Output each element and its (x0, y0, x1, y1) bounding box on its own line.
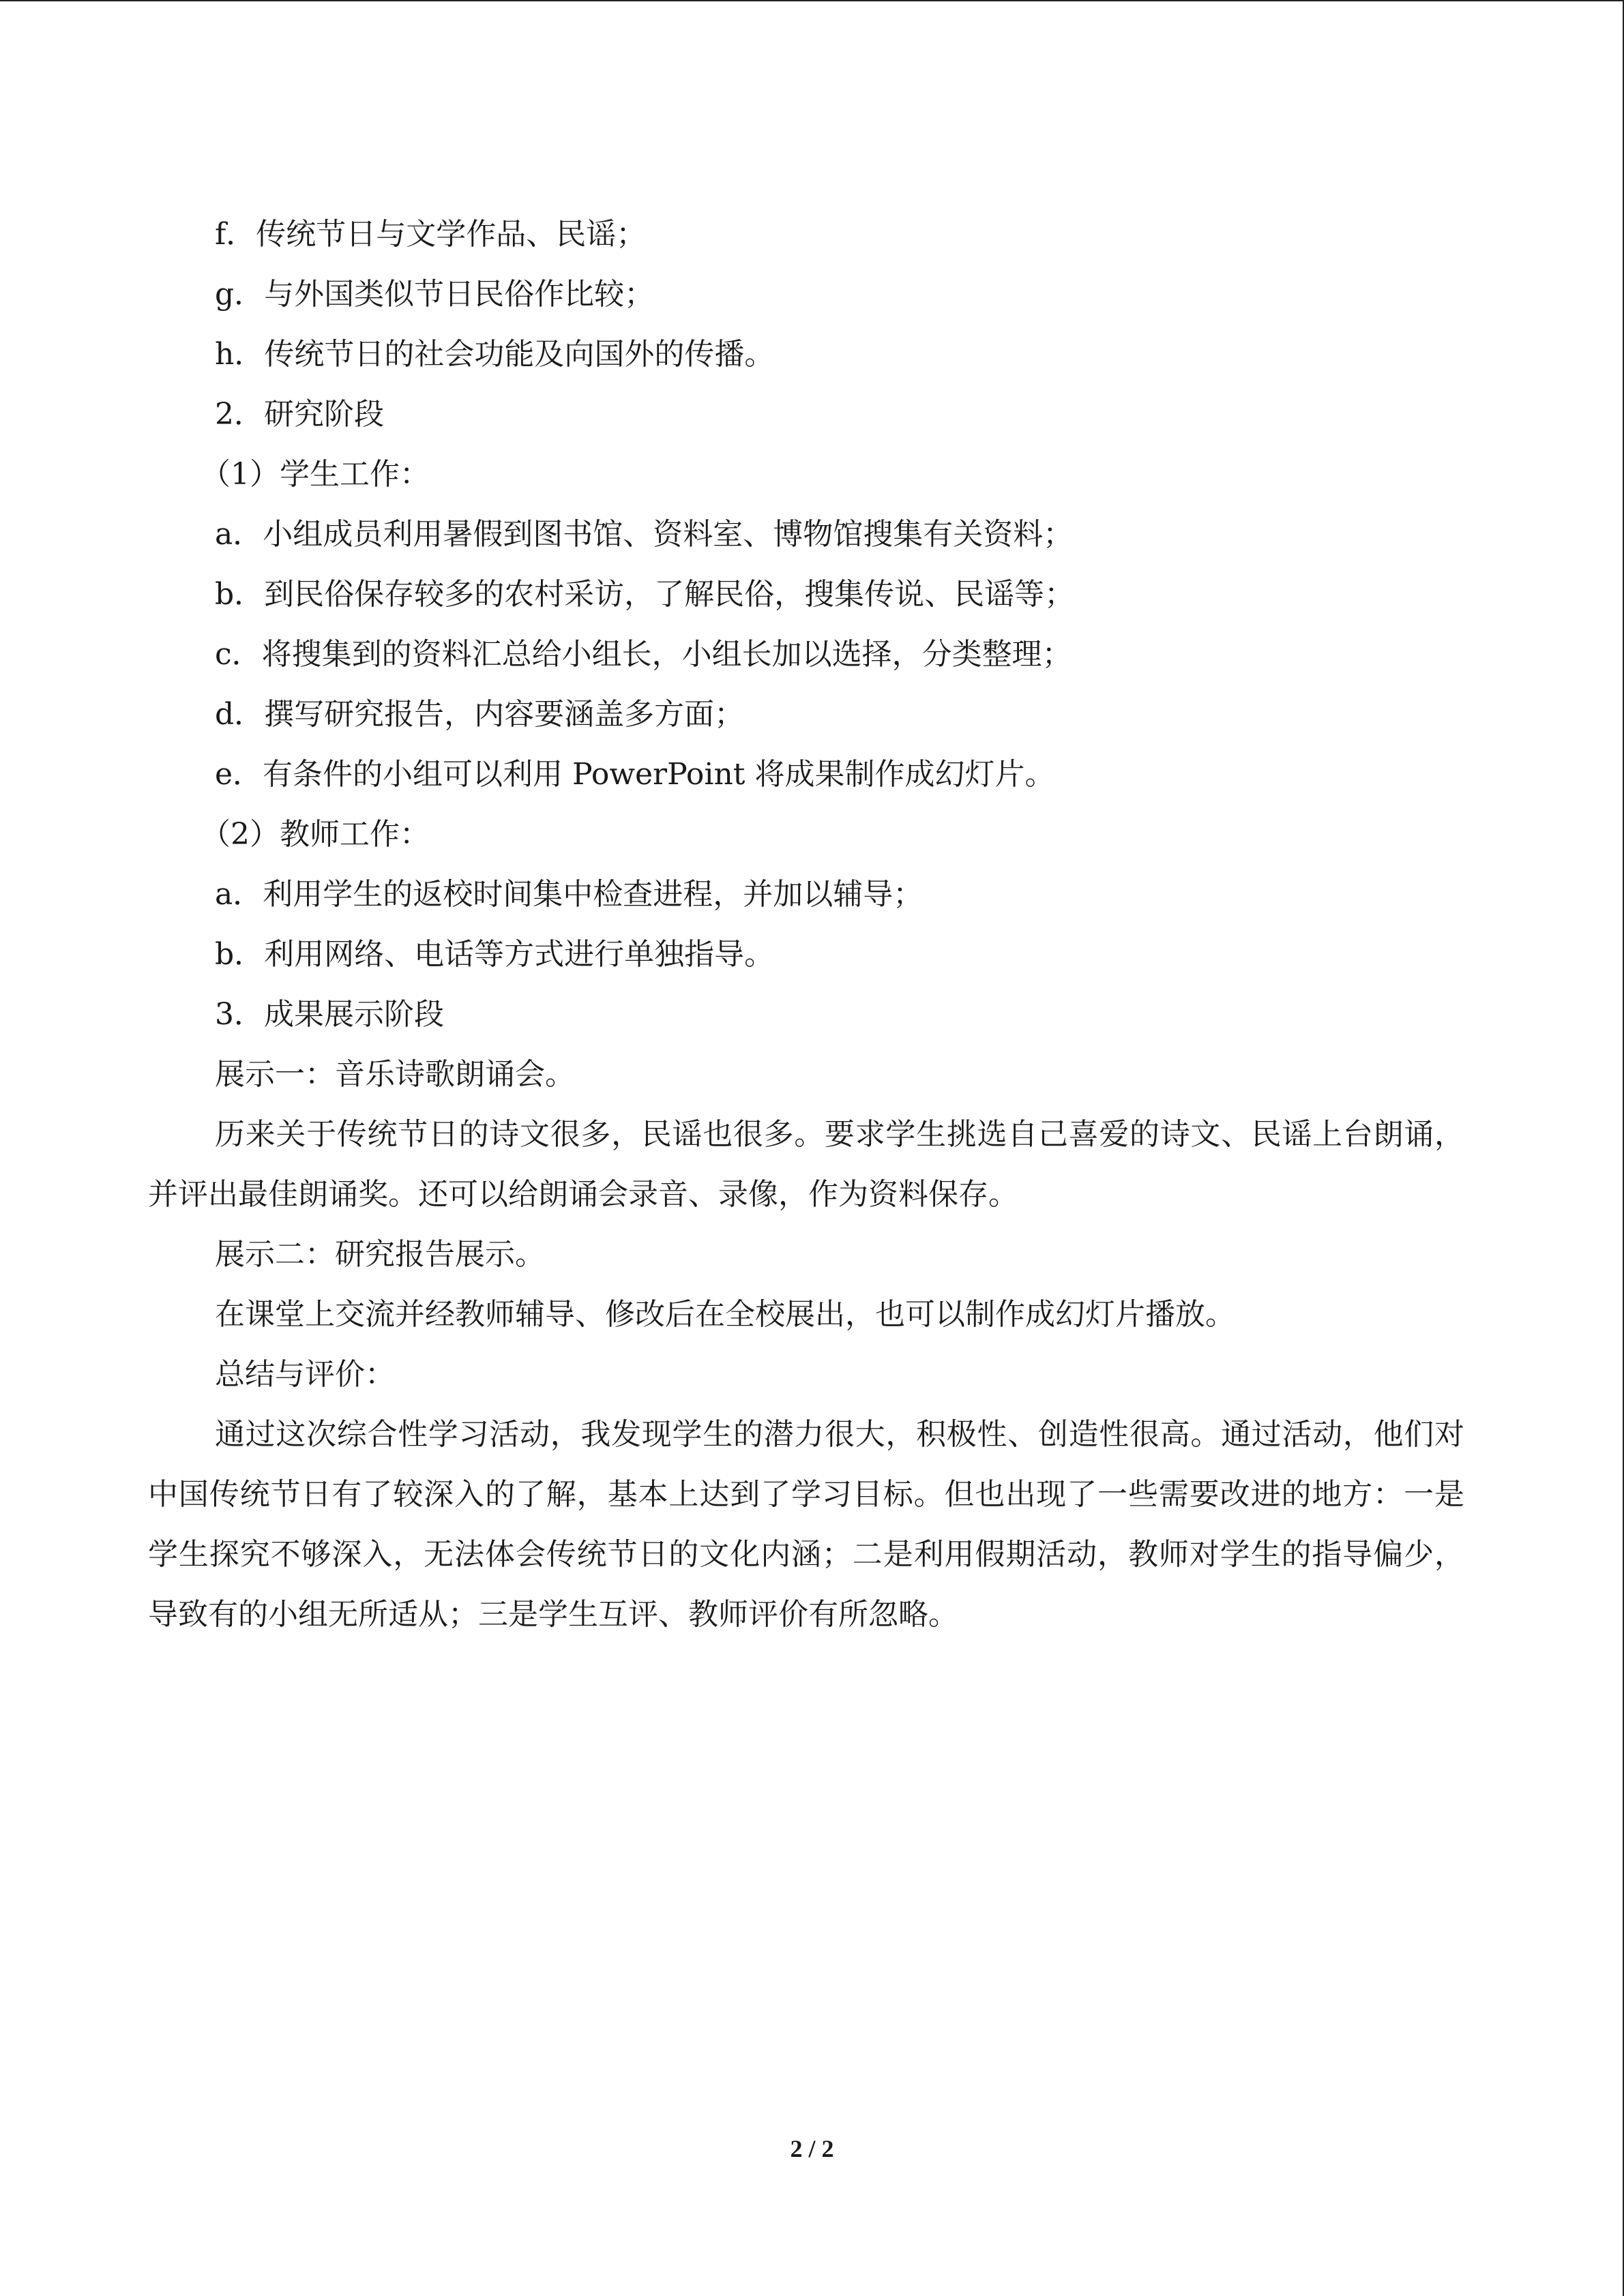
teacher-item-b: b．利用网络、电话等方式进行单独指导。 (215, 937, 775, 972)
subheading-teacher-work: （2）教师工作： (201, 817, 430, 852)
list-item-h: h．传统节日的社会功能及向国外的传播。 (215, 337, 775, 372)
student-item-e: e．有条件的小组可以利用 PowerPoint 将成果制作成幻灯片。 (215, 757, 1055, 792)
show-two-paragraph: 在课堂上交流并经教师辅导、修改后在全校展出，也可以制作成幻灯片播放。 (215, 1297, 1235, 1332)
section-heading-results-stage: 3．成果展示阶段 (215, 997, 444, 1032)
show-one-heading: 展示一：音乐诗歌朗诵会。 (215, 1057, 575, 1092)
summary-heading: 总结与评价： (215, 1357, 395, 1392)
section-heading-research-stage: 2．研究阶段 (215, 397, 384, 432)
student-item-d: d．撰写研究报告，内容要涵盖多方面； (215, 697, 745, 732)
subheading-student-work: （1）学生工作： (201, 457, 430, 492)
student-item-c: c．将搜集到的资料汇总给小组长，小组长加以选择，分类整理； (215, 637, 1072, 672)
student-item-a: a．小组成员利用暑假到图书馆、资料室、博物馆搜集有关资料； (215, 517, 1074, 552)
student-item-b: b．到民俗保存较多的农村采访，了解民俗，搜集传说、民谣等； (215, 577, 1075, 612)
list-item-f: f．传统节日与文学作品、民谣； (215, 217, 647, 252)
list-item-g: g．与外国类似节日民俗作比较； (215, 277, 655, 312)
teacher-item-a: a．利用学生的返校时间集中检查进程，并加以辅导； (215, 877, 924, 912)
show-one-paragraph: 历来关于传统节日的诗文很多，民谣也很多。要求学生挑选自己喜爱的诗文、民谣上台朗诵，并评出最佳朗诵奖。还可以给朗诵会录音、录像，作为资料保存。 (148, 1117, 1464, 1212)
page-number: 2 / 2 (790, 2135, 834, 2162)
document-body (148, 205, 1464, 1645)
show-two-heading: 展示二：研究报告展示。 (215, 1237, 545, 1272)
summary-paragraph: 通过这次综合性学习活动，我发现学生的潜力很大，积极性、创造性很高。通过活动，他们对中国传统节日有了较深入的了解，基本上达到了学习目标。但也出现了一些需要改进的地方：一是学生探究不够深入，无法体会传统节日的文化内涵；二是利用假期活动，教师对学生的指导偏少，导致有的小组无所适从；三是学生互评、教师评价有所忽略。 (148, 1417, 1464, 1632)
